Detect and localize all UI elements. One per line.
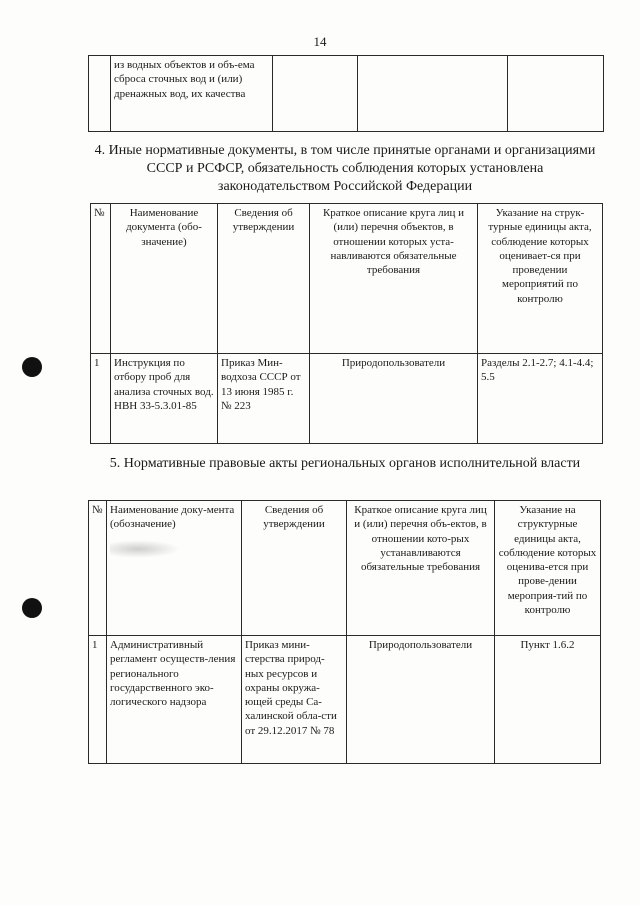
column-header-document-name-label: Наименование доку-мента (обозначение) [110, 504, 235, 531]
section-5-heading: 5. Нормативные правовые акты региональных органов исполнительной власти [109, 456, 581, 471]
column-header-number: № [91, 204, 111, 354]
column-header-description: Краткое описание круга лиц и (или) перечня объектов, в отношении которых уста-навливаются обязательные требования [310, 204, 478, 354]
column-header-approval-info: Сведения об утверждении [218, 204, 310, 354]
table-row [89, 56, 604, 132]
ink-smudge [110, 540, 180, 558]
table-cell: Инструкция по отбору проб для анализа сточных вод. НВН 33-5.3.01-85 [111, 354, 218, 444]
column-header-description: Краткое описание круга лиц и (или) перечня объ-ектов, в отношении кото-рых устанавливаются обязательные требования [347, 501, 495, 636]
table-cell: Пункт 1.6.2 [495, 636, 601, 764]
table-cell: Природопользователи [310, 354, 478, 444]
table-cell: Разделы 2.1-2.7; 4.1-4.4; 5.5 [478, 354, 603, 444]
column-header-number: № [89, 501, 107, 636]
punch-hole-mark [22, 357, 42, 377]
table-cell [358, 56, 508, 132]
section-4-table [90, 203, 603, 444]
column-header-document-name: Наименование документа (обо-значение) [111, 204, 218, 354]
column-header-structural-units: Указание на структурные единицы акта, соблюдение которых оценива-ется при прове-дении мероприя-тий по контролю [495, 501, 601, 636]
table-cell: Природопользователи [347, 636, 495, 764]
section-4-heading: 4. Иные нормативные документы, в том числе принятые органами и организациями СССР и РСФСР, обязательность соблюдения которых установлена законодательством Российской Федерации [94, 143, 596, 194]
table-row [89, 636, 601, 764]
page-number: 14 [313, 34, 327, 49]
continuation-table [88, 55, 604, 132]
table-cell: Приказ мини-стерства природ-ных ресурсов и охраны окружа-ющей среды Са-халинской обла-сти от 29.12.2017 № 78 [242, 636, 347, 764]
table-cell: Административный регламент осуществ-ления регионального государственного эко-логического надзора [107, 636, 242, 764]
table-cell [89, 56, 111, 132]
table-header-row [89, 501, 601, 636]
column-header-document-name [107, 501, 242, 636]
table-cell: из водных объектов и объ-ема сброса сточных вод и (или) дренажных вод, их качества [111, 56, 273, 132]
column-header-structural-units: Указание на струк-турные единицы акта, соблюдение которых оценивает-ся при проведении мероприятий по контролю [478, 204, 603, 354]
table-cell [273, 56, 358, 132]
table-row [91, 354, 603, 444]
punch-hole-mark [22, 598, 42, 618]
table-cell: 1 [91, 354, 111, 444]
column-header-approval-info: Сведения об утверждении [242, 501, 347, 636]
section-5-table [88, 500, 601, 764]
table-cell [508, 56, 604, 132]
table-cell: 1 [89, 636, 107, 764]
table-cell: Приказ Мин-водхоза СССР от 13 июня 1985 г. № 223 [218, 354, 310, 444]
table-header-row [91, 204, 603, 354]
